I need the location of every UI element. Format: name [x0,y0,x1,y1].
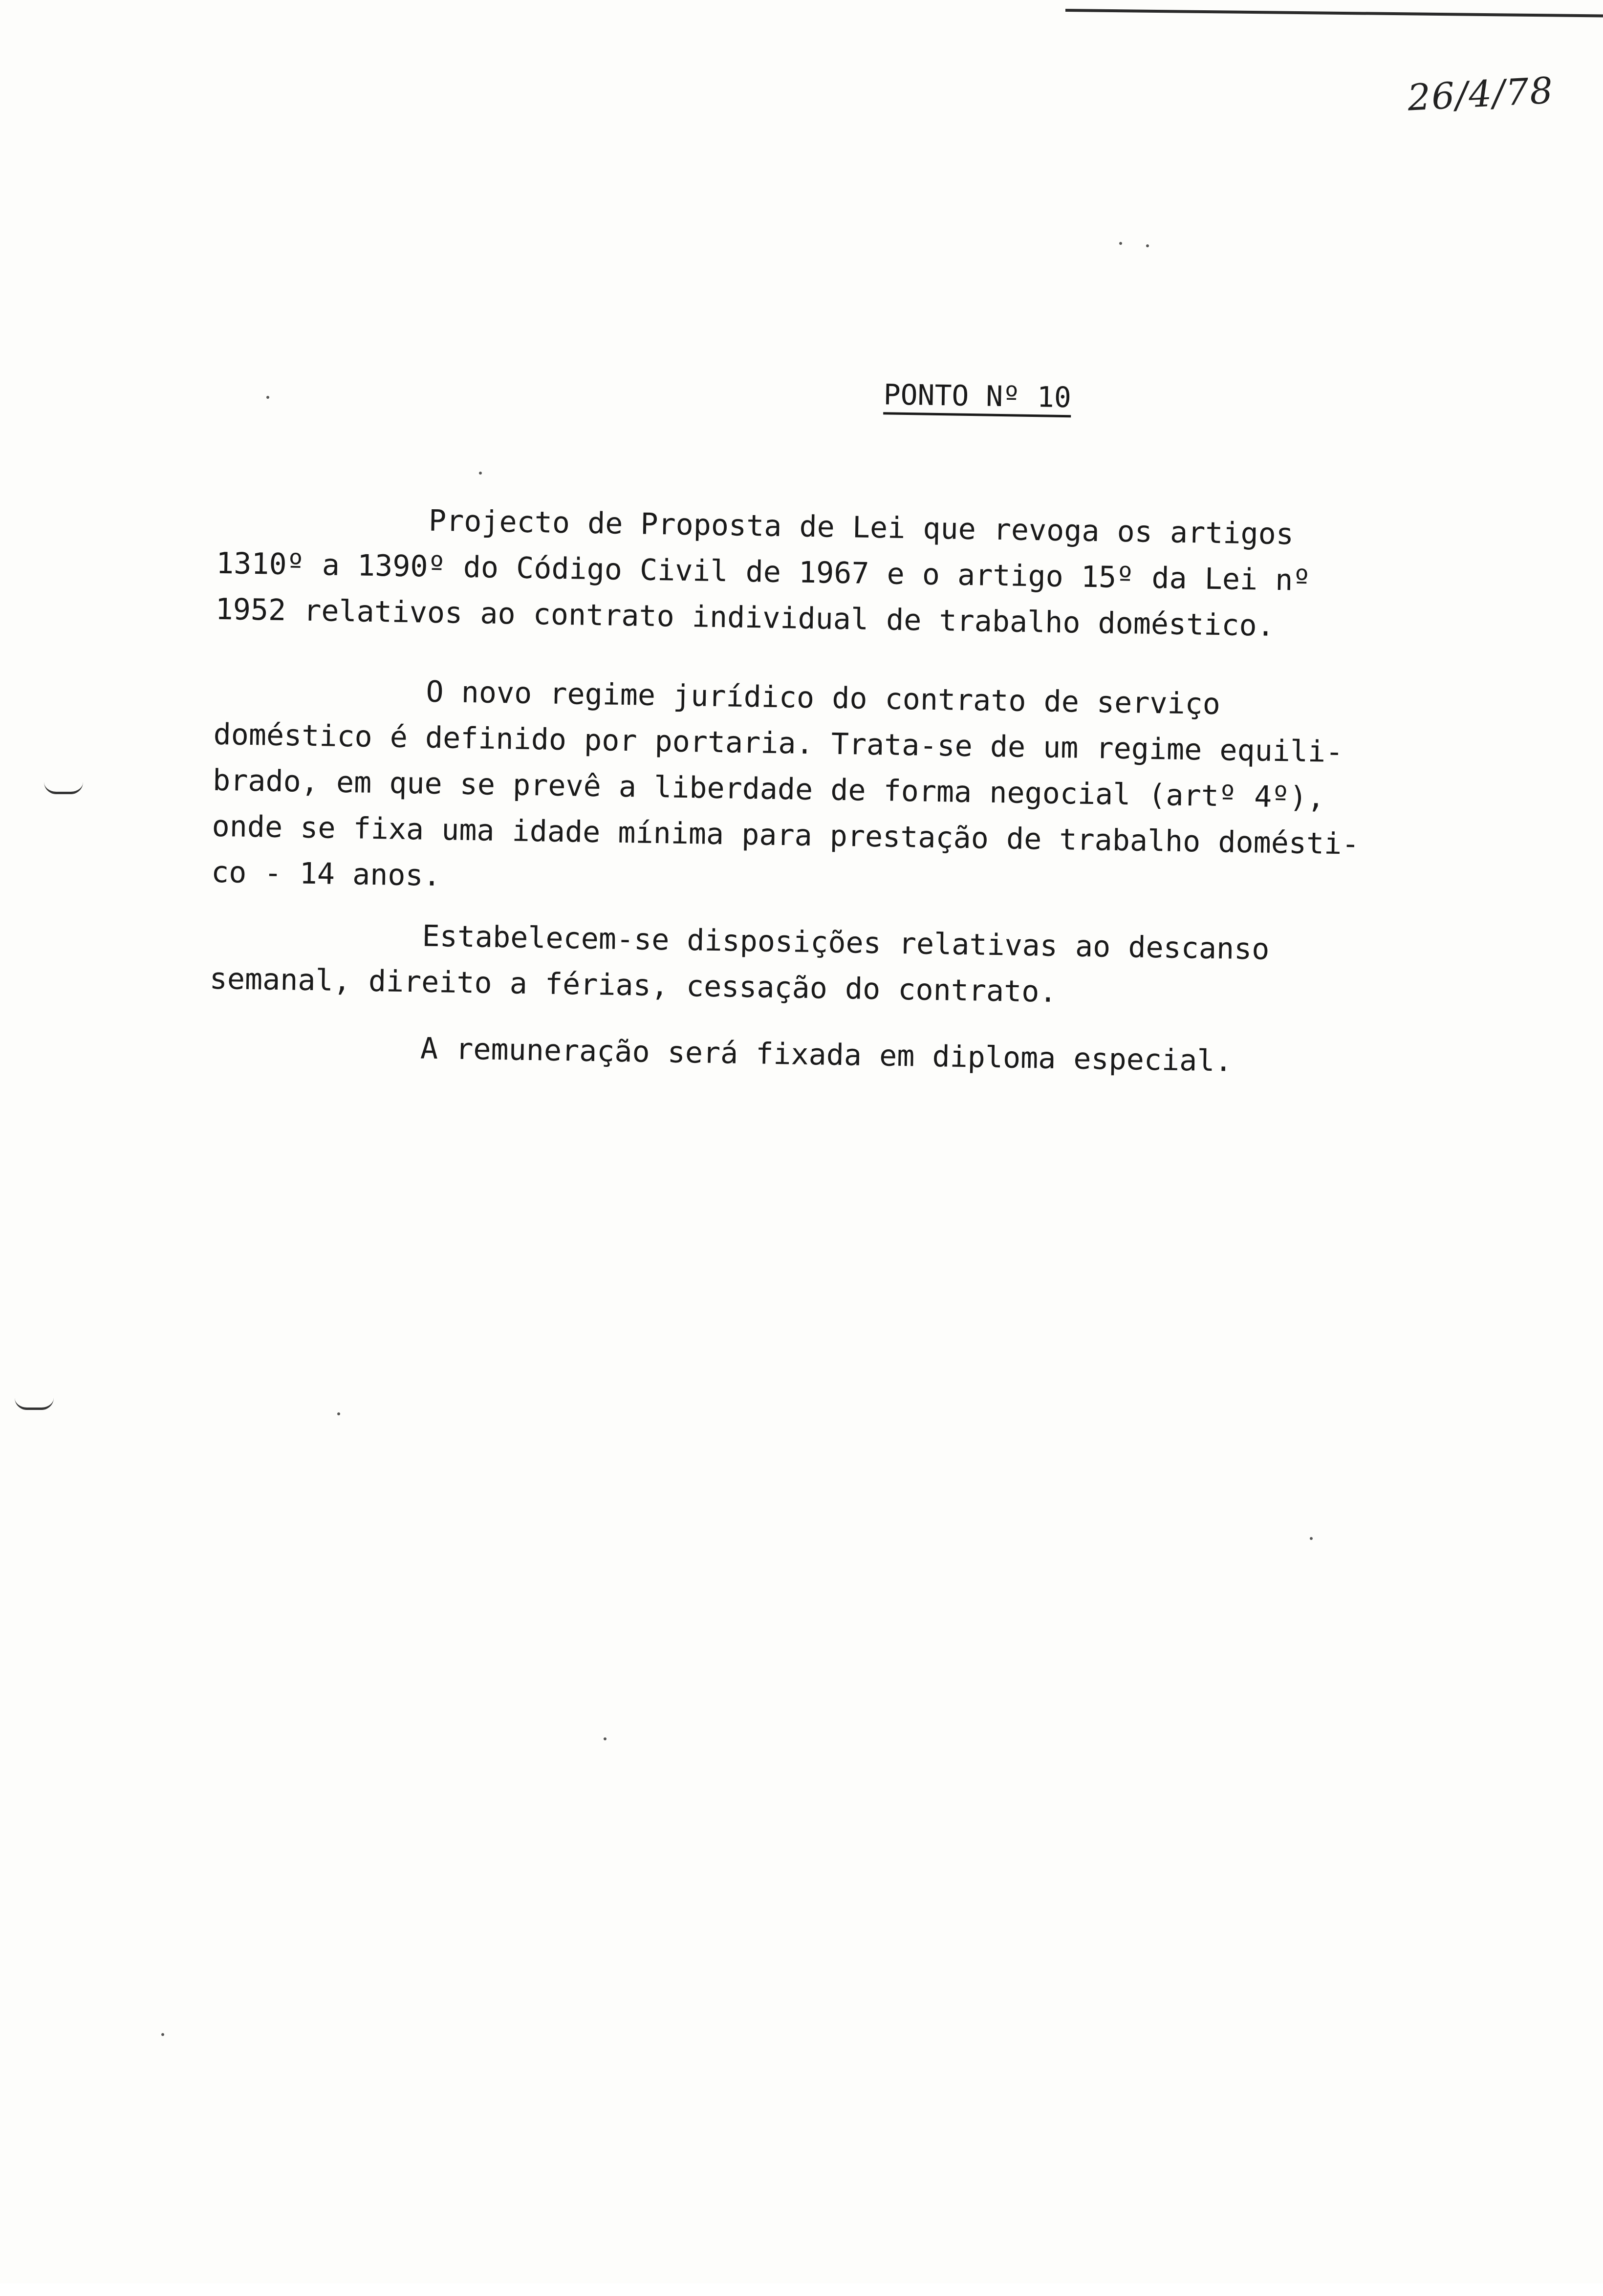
text-line: onde se fixa uma idade mínima para prestação de trabalho domésti- [212,809,1360,862]
text-line: co - 14 anos. [211,855,441,893]
paragraph-2 [211,666,1524,916]
text-line: O novo regime jurídico do contrato de serviço [214,671,1221,722]
paragraph-3 [209,910,1520,1022]
paragraph-4 [208,1022,1518,1089]
text-line: doméstico é definido por portaria. Trata-se de um regime equili- [213,717,1343,770]
text-line: 1952 relativos ao contrato individual de trabalho doméstico. [215,592,1275,643]
text-line: semanal, direito a férias, cessação do contrato. [209,961,1058,1009]
paragraph-1 [215,495,1527,653]
text-line: Projecto de Proposta de Lei que revoga os artigos [217,500,1294,552]
document-heading: PONTO Nº 10 [883,378,1072,414]
text-line: 1310º a 1390º do Código Civil de 1967 e o artigo 15º da Lei nº [216,546,1311,598]
text-line: Estabelecem-se disposições relativas ao descanso [210,915,1270,967]
text-line: brado, em que se prevê a liberdade de forma negocial (artº 4º), [212,763,1325,815]
handwritten-date: 26/4/78 [1406,69,1555,119]
text-line: A remuneração será fixada em diploma especial. [208,1028,1233,1079]
